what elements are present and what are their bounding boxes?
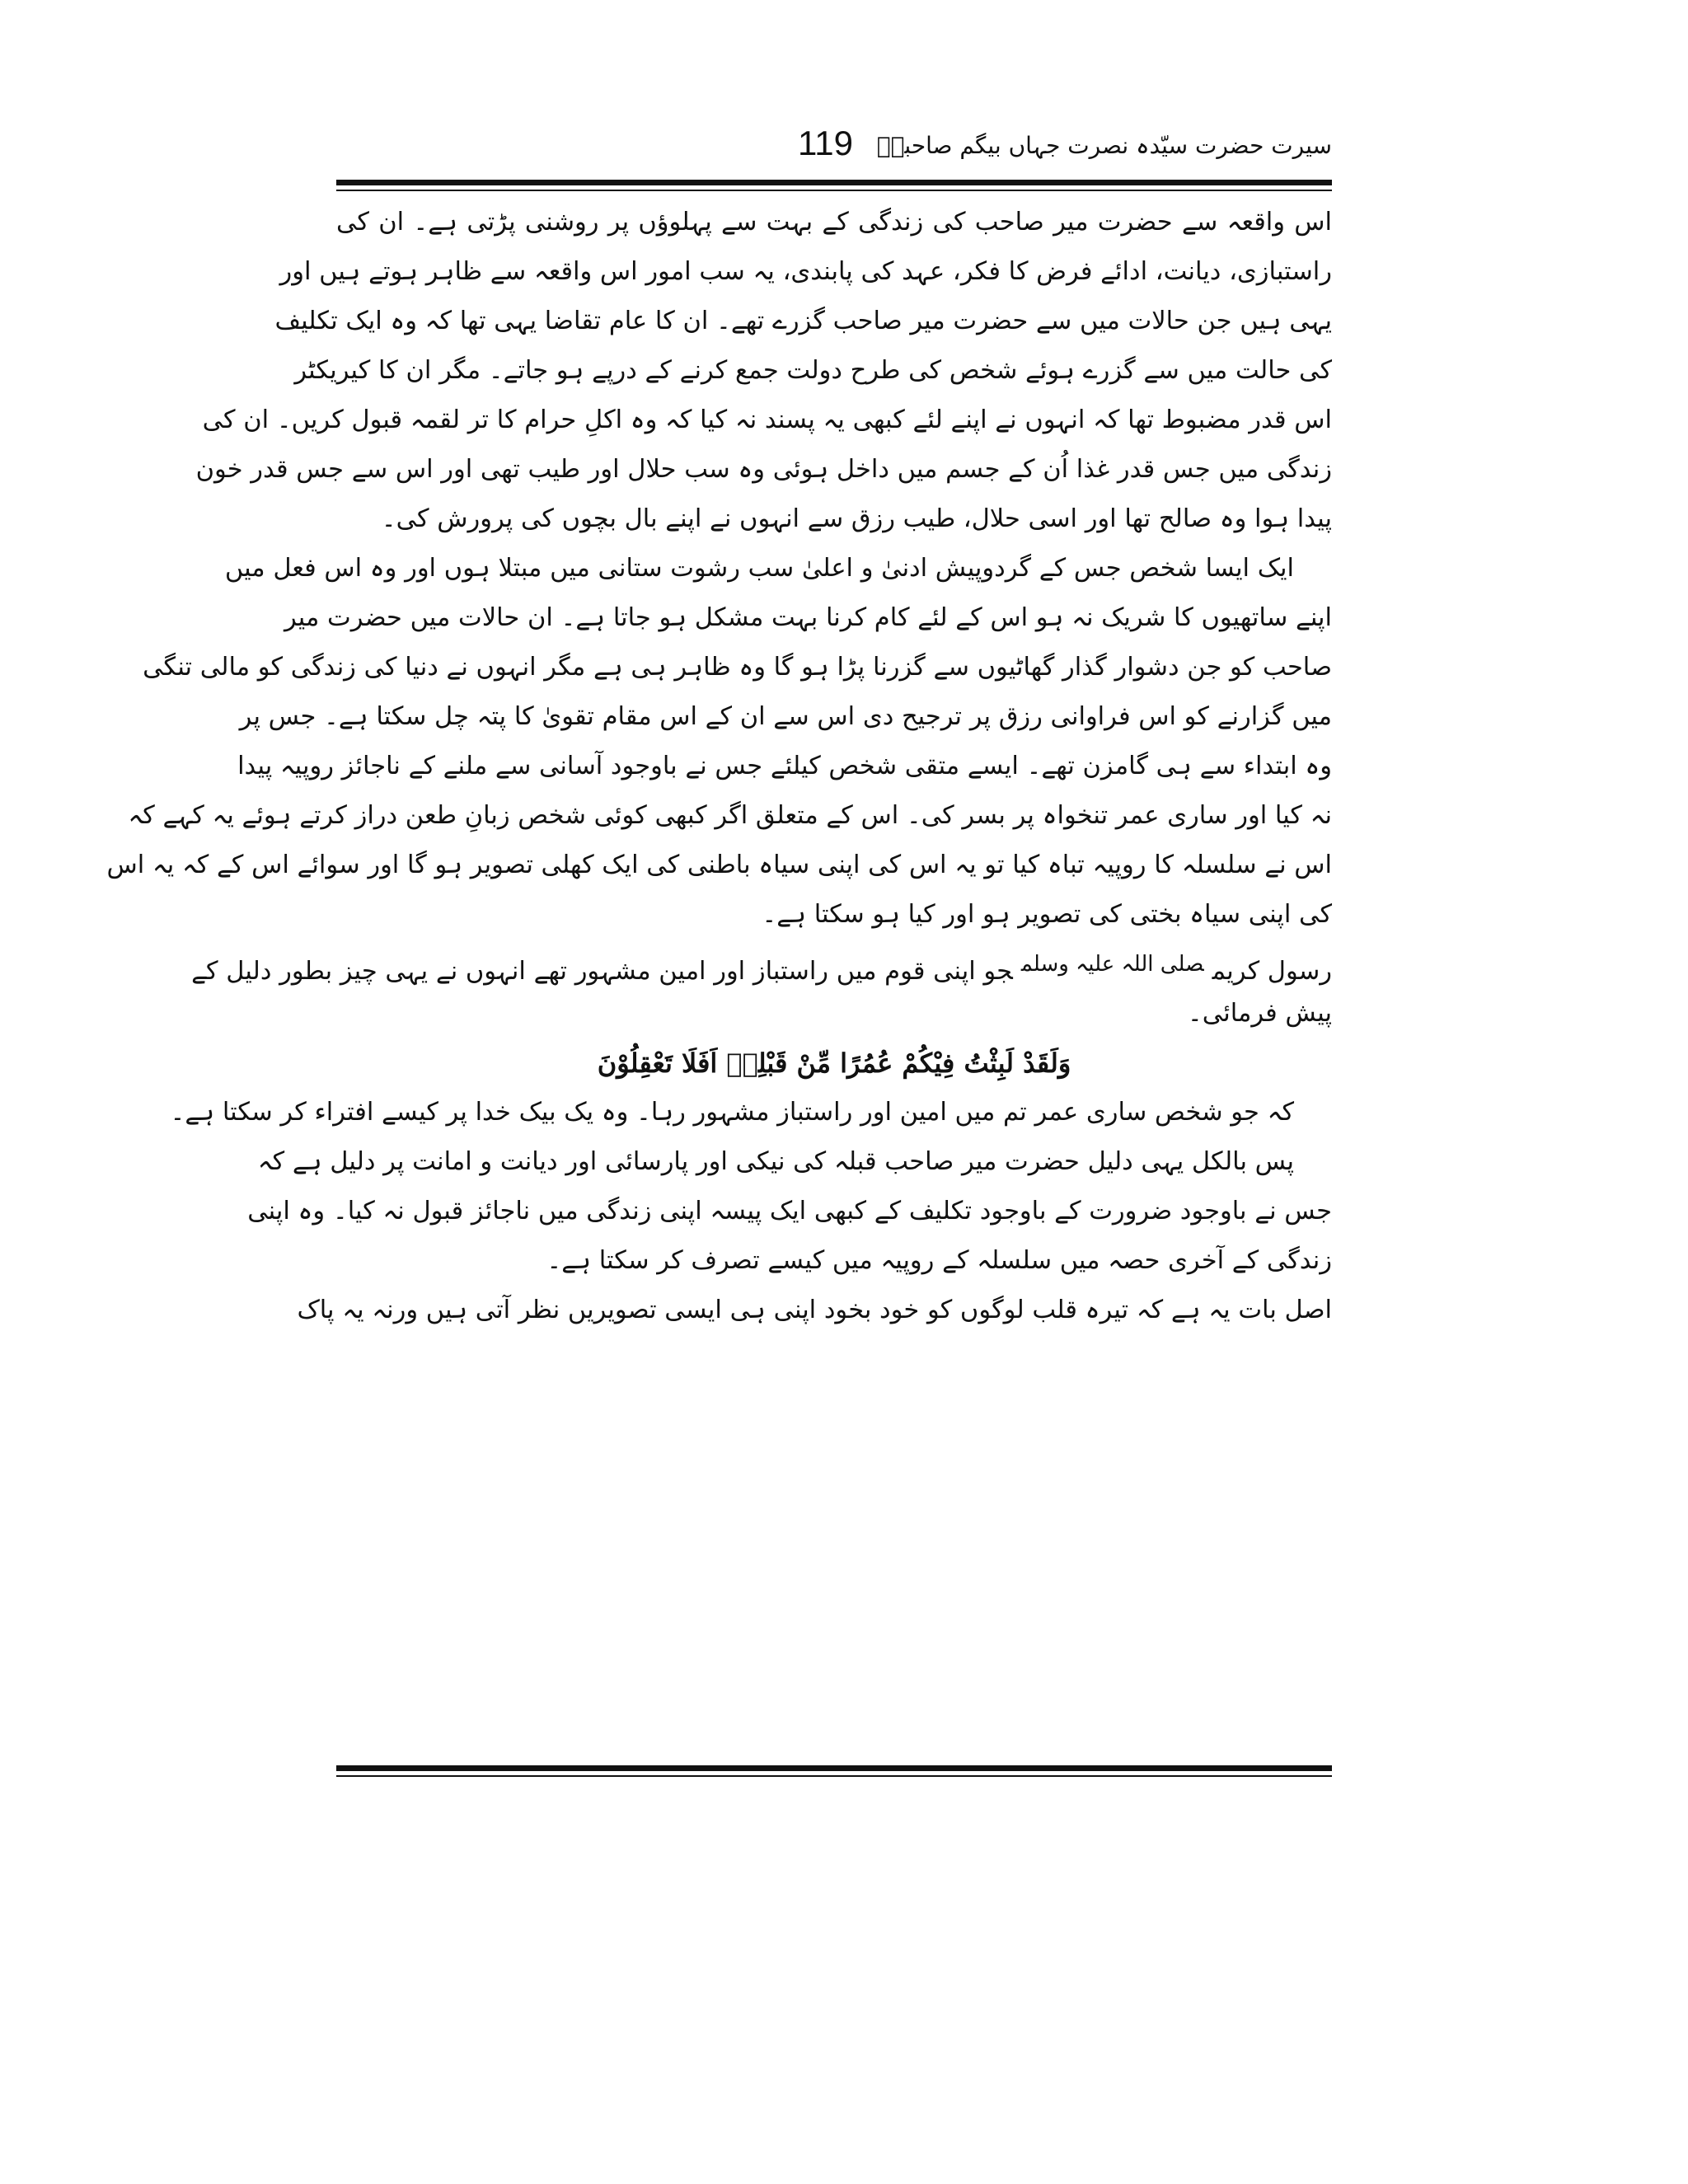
text-segment: جو اپنی قوم میں راستباز اور امین مشہور تھے انہوں نے یہی چیز بطور دلیل کے: [191, 957, 1013, 986]
text-line: اس نے سلسلہ کا روپیہ تباہ کیا تو یہ اس کی اپنی سیاہ باطنی کی ایک کھلی تصویر ہو گا اور سوائے اس کے کہ یہ اس: [106, 851, 1332, 879]
text-line: اس واقعہ سے حضرت میر صاحب کی زندگی کے بہت سے پہلوؤں پر روشنی پڑتی ہے۔ ان کی: [336, 208, 1332, 237]
text-line: اپنے ساتھیوں کا شریک نہ ہو اس کے لئے کام کرنا بہت مشکل ہو جاتا ہے۔ ان حالات میں حضرت میر: [284, 603, 1332, 632]
text-line: اصل بات یہ ہے کہ تیرہ قلب لوگوں کو خود بخود اپنی ہی ایسی تصویریں نظر آتی ہیں ورنہ یہ پاک: [297, 1296, 1332, 1324]
text-line: پس بالکل یہی دلیل حضرت میر صاحب قبلہ کی نیکی اور پارسائی اور دیانت و امانت پر دلیل ہے کہ: [257, 1147, 1294, 1176]
body-text: [106, 198, 1332, 1335]
text-line: نہ کیا اور ساری عمر تنخواہ پر بسر کی۔ اس کے متعلق اگر کبھی کوئی شخص زبانِ طعن دراز کرتے ہوئے یہ کہے کہ: [128, 801, 1332, 830]
text-line: پیش فرمائی۔: [1187, 999, 1332, 1028]
text-line: زندگی میں جس قدر غذا اُن کے جسم میں داخل ہوئی وہ سب حلال اور طیب تھی اور اس سے جس قدر خون: [195, 455, 1332, 484]
text-segment: رسول کریم: [1212, 957, 1332, 986]
salawat-symbol: صلی اللہ علیہ وسلم: [1020, 952, 1204, 977]
page-header: [336, 124, 1332, 173]
text-line: زندگی کے آخری حصہ میں سلسلہ کے روپیہ میں کیسے تصرف کر سکتا ہے۔: [546, 1246, 1332, 1275]
text-line: کی حالت میں سے گزرے ہوئے شخص کی طرح دولت جمع کرنے کے درپے ہو جاتے۔ مگر ان کا کیریکٹر: [294, 356, 1332, 385]
page-number: 119: [798, 124, 853, 162]
text-line: اس قدر مضبوط تھا کہ انہوں نے اپنے لئے کبھی یہ پسند نہ کیا کہ وہ اکلِ حرام کا تر لقمہ قبول کریں۔ ان کی: [202, 405, 1332, 434]
text-line: ایک ایسا شخص جس کے گردوپیش ادنیٰ و اعلیٰ سب رشوت ستانی میں مبتلا ہوں اور وہ اس فعل میں: [224, 554, 1294, 583]
running-title: سیرت حضرت سیّدہ نصرت جہاں بیگم صاحبہؓ: [876, 132, 1332, 159]
text-line: میں گزارنے کو اس فراوانی رزق پر ترجیح دی اس سے ان کے اس مقام تقویٰ کا پتہ چل سکتا ہے۔ جس پر: [239, 702, 1332, 731]
text-line: یہی ہیں جن حالات میں سے حضرت میر صاحب گزرے تھے۔ ان کا عام تقاضا یہی تھا کہ وہ ایک تکلیف: [274, 307, 1332, 335]
text-line: [191, 940, 1332, 989]
header-rule: [336, 180, 1332, 191]
quran-verse: وَلَقَدْ لَبِثْتُ فِيْكُمْ عُمُرًا مِّنْ قَبْلِهٖ اَفَلَا تَعْقِلُوْنَ: [597, 1047, 1071, 1079]
footer-rule: [336, 1765, 1332, 1777]
text-line: کی اپنی سیاہ بختی کی تصویر ہو اور کیا ہو سکتا ہے۔: [762, 900, 1332, 929]
text-line: راستبازی، دیانت، ادائے فرض کا فکر، عہد کی پابندی، یہ سب امور اس واقعہ سے ظاہر ہوتے ہیں اور: [279, 257, 1332, 286]
text-line: جس نے باوجود ضرورت کے باوجود تکلیف کے کبھی ایک پیسہ اپنی زندگی میں ناجائز قبول نہ کیا۔ وہ اپنی: [247, 1197, 1332, 1226]
text-line: پیدا ہوا وہ صالح تھا اور اسی حلال، طیب رزق سے انہوں نے اپنے بال بچوں کی پرورش کی۔: [381, 504, 1332, 533]
text-line: کہ جو شخص ساری عمر تم میں امین اور راستباز مشہور رہا۔ وہ یک بیک خدا پر کیسے افتراء کر سکتا ہے۔: [170, 1098, 1294, 1127]
text-line: صاحب کو جن دشوار گذار گھاٹیوں سے گزرنا پڑا ہو گا وہ ظاہر ہی ہے مگر انہوں نے دنیا کی زندگی کو مالی تنگی: [143, 653, 1332, 682]
text-line: وہ ابتداء سے ہی گامزن تھے۔ ایسے متقی شخص کیلئے جس نے باوجود آسانی سے ملنے کے ناجائز روپیہ پیدا: [237, 752, 1332, 780]
